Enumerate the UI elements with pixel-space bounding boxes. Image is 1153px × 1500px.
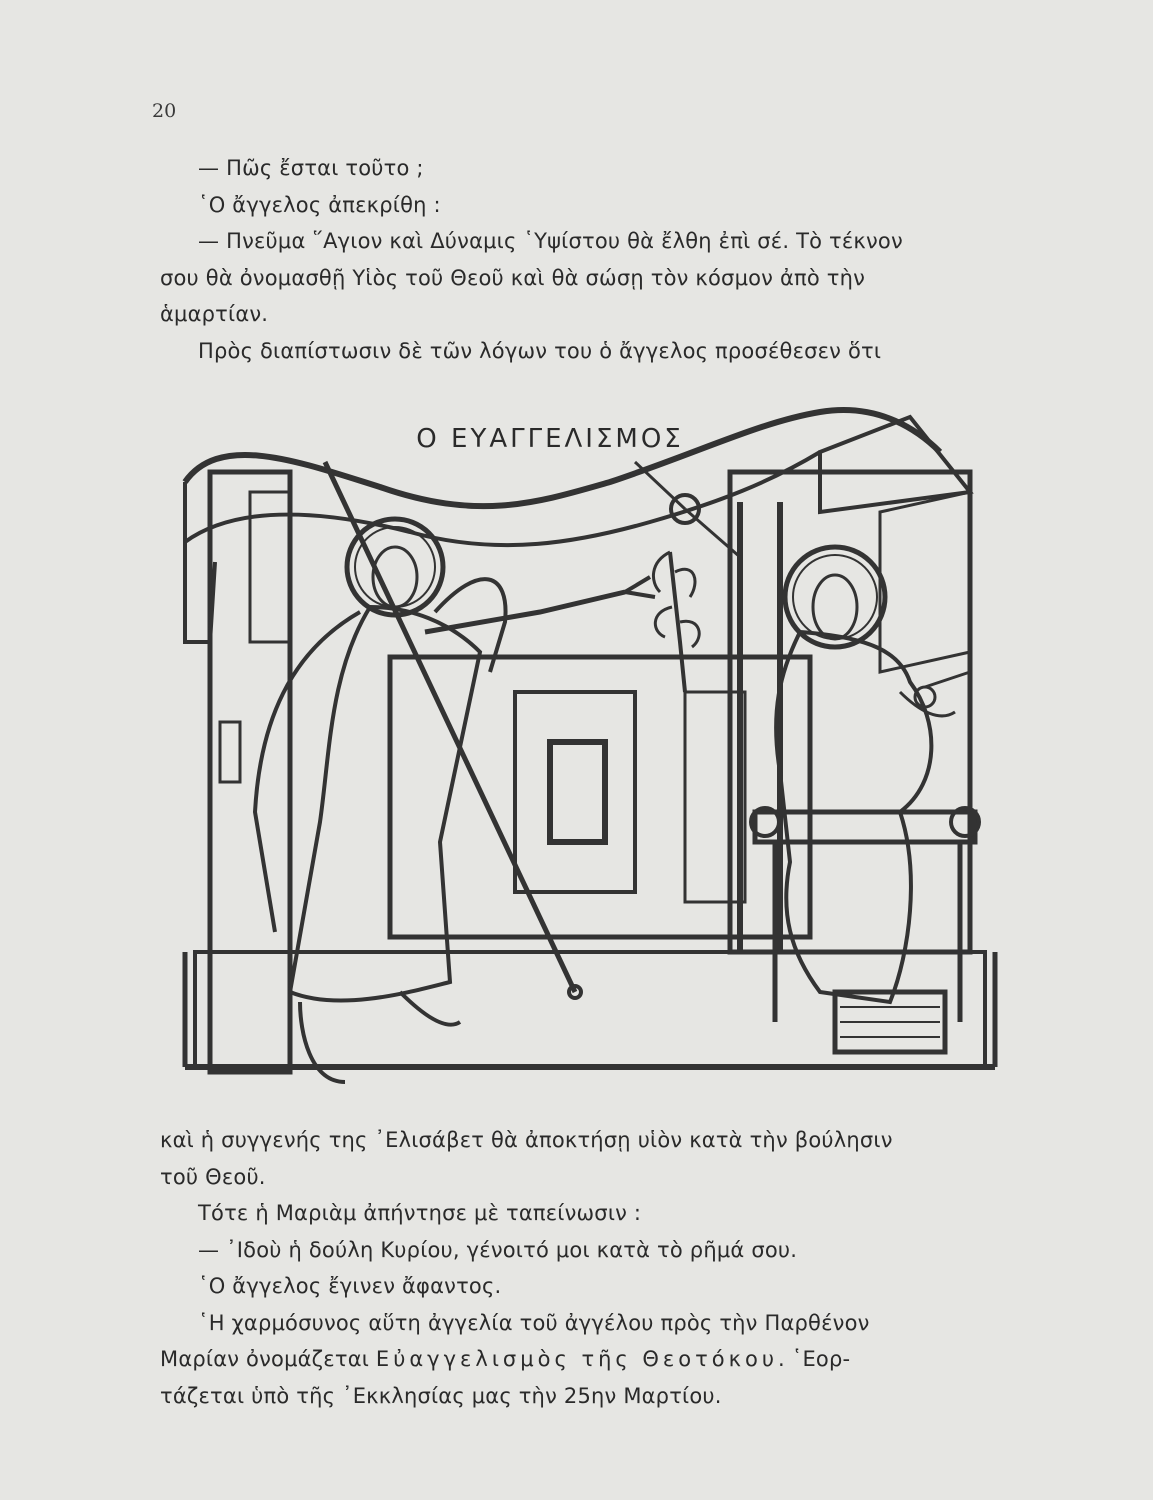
page-number: 20	[152, 100, 177, 122]
paragraph-line: σου θὰ ὀνομασθῇ Υἱὸς τοῦ Θεοῦ καὶ θὰ σώσῃ τὸν κόσμον ἀπὸ τὴν	[160, 265, 866, 290]
paragraph-line	[160, 1341, 1000, 1378]
line-end: . ῾Εορ-	[778, 1347, 851, 1371]
paragraph-line: Τότε ἡ Μαριὰμ ἀπήντησε μὲ ταπείνωσιν :	[198, 1201, 642, 1225]
paragraph-line: ῾Ο ἄγγελος ἀπεκρίθη :	[198, 192, 441, 217]
paragraph-line: ἁμαρτίαν.	[160, 302, 269, 326]
line-start: Μαρίαν ὀνομάζεται	[160, 1347, 376, 1371]
paragraph-line: Πρὸς διαπίστωσιν δὲ τῶν λόγων του ὁ ἄγγελος προσέθεσεν ὅτι	[198, 338, 882, 363]
bottom-text	[160, 1122, 1000, 1414]
paragraph-line: ῾Ο ἄγγελος ἔγινεν ἄφαντος.	[198, 1274, 502, 1298]
annunciation-illustration	[180, 392, 1000, 1092]
dialogue-line: — ᾿Ιδοὺ ἡ δούλη Κυρίου, γένοιτό μοι κατὰ τὸ ρῆμά σου.	[198, 1237, 798, 1262]
dialogue-line: — Πνεῦμα ῞Αγιον καὶ Δύναμις ῾Υψίστου θὰ ἔλθη ἐπὶ σέ. Τὸ τέκνον	[198, 229, 903, 253]
illustration-caption: Ο ΕΥΑΓΓΕΛΙΣΜΟΣ	[416, 424, 684, 454]
paragraph-line: τοῦ Θεοῦ.	[160, 1164, 266, 1189]
annunciation-drawing	[180, 392, 1000, 1092]
top-text	[160, 150, 1000, 369]
emphasized-term: Εὐαγγελισμὸς τῆς Θεοτόκου	[375, 1347, 778, 1371]
dialogue-line: — Πῶς ἔσται τοῦτο ;	[198, 156, 424, 180]
paragraph-line: καὶ ἡ συγγενής της ᾿Ελισάβετ θὰ ἀποκτήσῃ υἱὸν κατὰ τὴν βούλησιν	[160, 1128, 893, 1152]
paragraph-line: τάζεται ὑπὸ τῆς ᾿Εκκλησίας μας τὴν 25ην Μαρτίου.	[160, 1383, 722, 1408]
paragraph-line: ῾Η χαρμόσυνος αὕτη ἀγγελία τοῦ ἀγγέλου πρὸς τὴν Παρθένον	[198, 1310, 870, 1335]
